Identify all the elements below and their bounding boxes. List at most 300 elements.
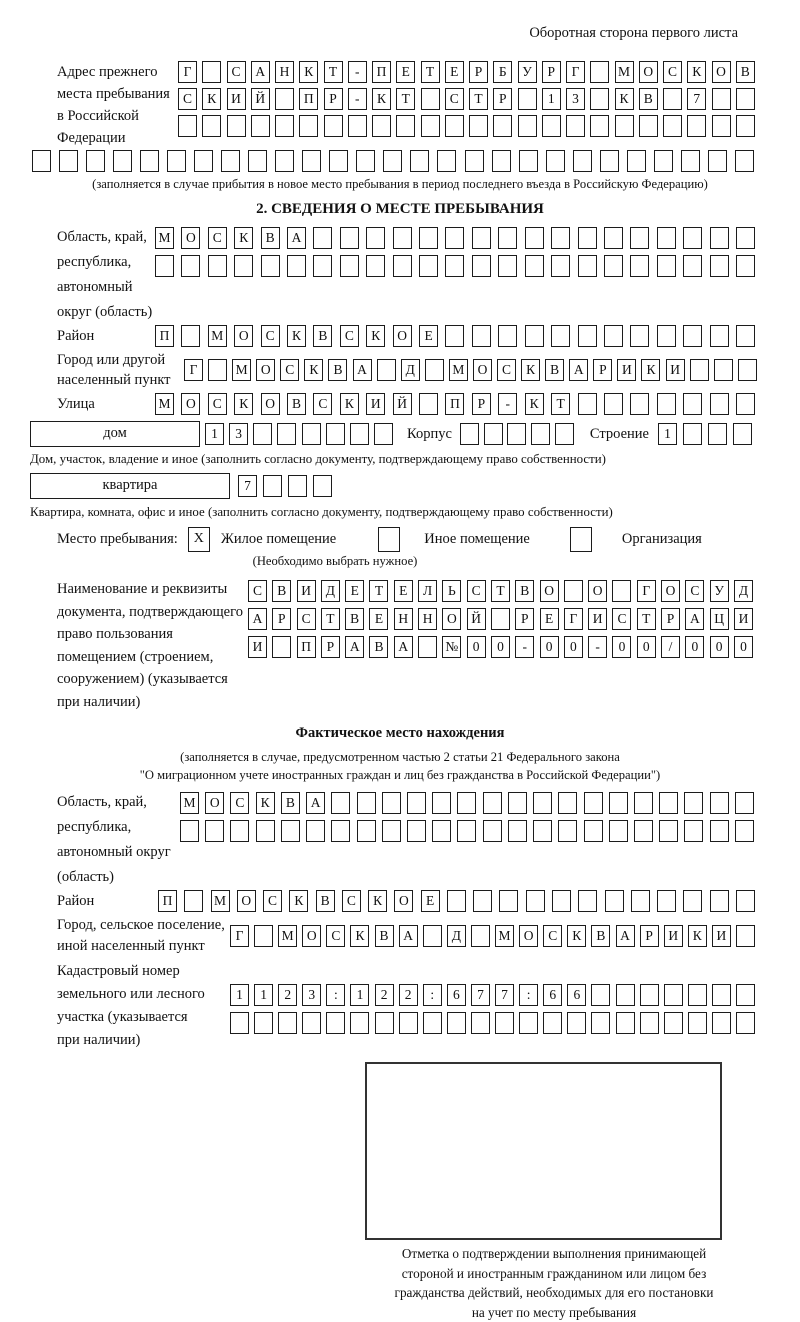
char-cell — [447, 890, 466, 912]
char-cell — [499, 890, 518, 912]
stroenie-cells — [658, 423, 752, 445]
page-side-note: Оборотная сторона первого листа — [529, 25, 738, 41]
char-cell — [525, 325, 544, 347]
char-cell: М — [208, 325, 227, 347]
char-cell — [708, 150, 727, 172]
char-cell: В — [375, 925, 394, 947]
char-cell — [366, 255, 385, 277]
char-cell — [287, 255, 306, 277]
char-cell — [326, 1012, 345, 1034]
char-cell: Т — [369, 580, 388, 602]
char-cell — [472, 227, 491, 249]
char-cell — [447, 1012, 466, 1034]
char-cell — [407, 820, 426, 842]
char-cell — [519, 1012, 538, 1034]
char-cell — [495, 1012, 514, 1034]
char-cell — [634, 792, 653, 814]
char-cell: В — [545, 359, 564, 381]
char-cell: 0 — [540, 636, 559, 658]
char-cell: К — [687, 61, 706, 83]
char-cell — [331, 820, 350, 842]
char-cell — [519, 150, 538, 172]
char-cell — [631, 890, 650, 912]
char-cell — [591, 984, 610, 1006]
s2-city-label: Город или другой населенный пункт — [57, 352, 171, 388]
char-cell: 1 — [230, 984, 249, 1006]
section2-title: 2. СВЕДЕНИЯ О МЕСТЕ ПРЕБЫВАНИЯ — [256, 201, 544, 217]
s2-street-label: Улица — [57, 396, 95, 412]
char-cell — [712, 1012, 731, 1034]
char-cell — [180, 820, 199, 842]
char-cell — [604, 325, 623, 347]
char-cell — [483, 792, 502, 814]
char-cell: 1 — [658, 423, 677, 445]
char-cell — [664, 984, 683, 1006]
char-cell — [736, 925, 755, 947]
char-cell: В — [369, 636, 388, 658]
char-cell — [313, 255, 332, 277]
char-cell — [615, 115, 634, 137]
char-cell — [654, 150, 673, 172]
char-cell — [604, 227, 623, 249]
char-cell: Г — [230, 925, 249, 947]
char-cell: Р — [661, 608, 680, 630]
char-cell: 1 — [205, 423, 224, 445]
char-cell: О — [205, 792, 224, 814]
char-cell — [350, 1012, 369, 1034]
char-cell — [683, 227, 702, 249]
house-block — [30, 421, 800, 447]
char-cell — [457, 820, 476, 842]
char-cell — [178, 115, 197, 137]
char-cell: П — [372, 61, 391, 83]
char-cell: 0 — [564, 636, 583, 658]
char-cell — [657, 890, 676, 912]
char-cell: П — [155, 325, 174, 347]
actual-region-block — [0, 790, 800, 890]
char-cell — [498, 325, 517, 347]
char-cell: 0 — [612, 636, 631, 658]
char-cell — [736, 1012, 755, 1034]
char-cell: 6 — [567, 984, 586, 1006]
char-cell — [612, 580, 631, 602]
char-cell — [313, 227, 332, 249]
char-cell: О — [393, 325, 412, 347]
char-cell: А — [251, 61, 270, 83]
char-cell — [736, 115, 755, 137]
char-cell — [491, 608, 510, 630]
char-cell — [657, 227, 676, 249]
char-cell: И — [664, 925, 683, 947]
apartment-word-box: квартира — [30, 473, 230, 499]
char-cell — [288, 475, 307, 497]
char-cell: : — [326, 984, 345, 1006]
s2-district-label: Район — [57, 328, 95, 344]
char-cell — [263, 475, 282, 497]
char-cell — [605, 890, 624, 912]
char-cell — [275, 88, 294, 110]
char-cell: И — [666, 359, 685, 381]
char-cell: Р — [493, 88, 512, 110]
char-cell: А — [394, 636, 413, 658]
char-cell: А — [399, 925, 418, 947]
char-cell — [736, 227, 755, 249]
char-cell — [551, 227, 570, 249]
char-cell: П — [299, 88, 318, 110]
char-cell — [664, 1012, 683, 1034]
char-cell — [681, 150, 700, 172]
char-cell: Е — [421, 890, 440, 912]
char-cell — [558, 820, 577, 842]
actual-region-row-2 — [180, 820, 754, 842]
char-cell: - — [498, 393, 517, 415]
char-cell — [432, 792, 451, 814]
char-cell — [423, 925, 442, 947]
char-cell: В — [272, 580, 291, 602]
char-cell — [733, 423, 752, 445]
char-cell — [567, 1012, 586, 1034]
char-cell — [366, 227, 385, 249]
char-cell — [533, 820, 552, 842]
char-cell: № — [442, 636, 461, 658]
char-cell — [683, 255, 702, 277]
apartment-block — [30, 473, 800, 499]
char-cell — [234, 255, 253, 277]
char-cell: И — [248, 636, 267, 658]
char-cell — [348, 115, 367, 137]
char-cell — [383, 150, 402, 172]
char-cell: А — [685, 608, 704, 630]
char-cell — [508, 820, 527, 842]
char-cell: К — [368, 890, 387, 912]
char-cell: А — [306, 792, 325, 814]
char-cell — [578, 325, 597, 347]
char-cell — [710, 820, 729, 842]
char-cell: Т — [321, 608, 340, 630]
char-cell: О — [540, 580, 559, 602]
char-cell — [155, 255, 174, 277]
doc-row-1 — [248, 580, 753, 602]
char-cell — [445, 255, 464, 277]
char-cell: Г — [178, 61, 197, 83]
char-cell: У — [710, 580, 729, 602]
actual-region-row-1 — [180, 792, 754, 814]
char-cell: М — [155, 393, 174, 415]
char-cell: 6 — [447, 984, 466, 1006]
char-cell: Е — [369, 608, 388, 630]
char-cell: К — [304, 359, 323, 381]
char-cell — [419, 255, 438, 277]
char-cell: В — [736, 61, 755, 83]
char-cell — [578, 227, 597, 249]
char-cell: К — [521, 359, 540, 381]
char-cell — [531, 423, 550, 445]
char-cell — [630, 255, 649, 277]
char-cell — [518, 88, 537, 110]
char-cell: Д — [321, 580, 340, 602]
stroenie-label: Строение — [589, 426, 649, 442]
char-cell — [59, 150, 78, 172]
char-cell: М — [615, 61, 634, 83]
char-cell: 6 — [543, 984, 562, 1006]
char-cell: 1 — [542, 88, 561, 110]
char-cell — [736, 984, 755, 1006]
char-cell — [208, 255, 227, 277]
char-cell: С — [342, 890, 361, 912]
char-cell: О — [302, 925, 321, 947]
char-cell — [393, 227, 412, 249]
char-cell — [604, 393, 623, 415]
char-cell: Е — [394, 580, 413, 602]
house-number-cells — [205, 423, 393, 445]
char-cell: Д — [734, 580, 753, 602]
doc-row-3 — [248, 636, 753, 658]
char-cell: С — [248, 580, 267, 602]
char-cell: А — [345, 636, 364, 658]
actual-location-note-2: "О миграционном учете иностранных граждан и лиц без гражданства в Российской Федерации") — [139, 768, 661, 782]
apartment-number-cells — [238, 475, 332, 497]
char-cell: О — [661, 580, 680, 602]
char-cell: О — [442, 608, 461, 630]
char-cell — [551, 255, 570, 277]
char-cell: И — [297, 580, 316, 602]
stay-option-residential: Жилое помещение — [220, 531, 337, 547]
prev-address-row-4 — [32, 150, 754, 172]
actual-city-label: Город, сельское поселение, иной населенный пункт — [57, 917, 225, 954]
char-cell — [272, 636, 291, 658]
char-cell: Е — [345, 580, 364, 602]
s2-region-row-2 — [155, 255, 755, 277]
char-cell: Р — [469, 61, 488, 83]
char-cell — [736, 393, 755, 415]
char-cell — [736, 890, 755, 912]
char-cell: 1 — [254, 984, 273, 1006]
s2-street-row — [155, 393, 755, 415]
char-cell: М — [278, 925, 297, 947]
char-cell: К — [299, 61, 318, 83]
char-cell — [410, 150, 429, 172]
prev-address-row-3 — [178, 115, 755, 137]
char-cell — [630, 393, 649, 415]
char-cell — [184, 890, 203, 912]
char-cell: - — [348, 61, 367, 83]
char-cell: М — [449, 359, 468, 381]
char-cell — [663, 88, 682, 110]
char-cell: Г — [564, 608, 583, 630]
previous-address-label: Адрес прежнего места пребывания в Российской Федерации — [57, 64, 170, 146]
char-cell: Г — [184, 359, 203, 381]
char-cell — [326, 423, 345, 445]
char-cell — [710, 227, 729, 249]
char-cell — [657, 255, 676, 277]
char-cell — [683, 423, 702, 445]
char-cell — [710, 792, 729, 814]
char-cell: К — [256, 792, 275, 814]
char-cell — [578, 890, 597, 912]
char-cell: С — [178, 88, 197, 110]
char-cell — [457, 792, 476, 814]
cadastre-label: Кадастровый номер земельного или лесного участка (указывается при наличии) — [57, 963, 205, 1048]
char-cell — [113, 150, 132, 172]
s2-region-row-1 — [155, 227, 755, 249]
char-cell — [221, 150, 240, 172]
char-cell: 0 — [734, 636, 753, 658]
char-cell — [227, 115, 246, 137]
char-cell — [736, 255, 755, 277]
s2-region-block — [0, 225, 800, 325]
char-cell: К — [688, 925, 707, 947]
prev-address-row-2 — [178, 88, 755, 110]
actual-district-block — [0, 890, 800, 912]
char-cell — [735, 150, 754, 172]
char-cell: К — [615, 88, 634, 110]
char-cell — [356, 150, 375, 172]
char-cell — [425, 359, 444, 381]
char-cell — [471, 1012, 490, 1034]
char-cell — [710, 325, 729, 347]
cadastre-block — [0, 960, 800, 1052]
char-cell — [32, 150, 51, 172]
char-cell — [684, 820, 703, 842]
char-cell: К — [340, 393, 359, 415]
char-cell — [578, 255, 597, 277]
char-cell — [688, 1012, 707, 1034]
char-cell — [591, 1012, 610, 1034]
char-cell — [469, 115, 488, 137]
char-cell: Т — [421, 61, 440, 83]
s2-street-block — [0, 393, 800, 415]
char-cell: И — [366, 393, 385, 415]
char-cell — [418, 636, 437, 658]
char-cell: С — [663, 61, 682, 83]
char-cell: 7 — [687, 88, 706, 110]
char-cell — [578, 393, 597, 415]
char-cell: 7 — [238, 475, 257, 497]
char-cell: Ь — [442, 580, 461, 602]
char-cell — [508, 792, 527, 814]
char-cell — [248, 150, 267, 172]
stamp-caption: Отметка о подтверждении выполнения принимающей стороной и иностранным гражданином или лицом без гражданства действий, необходимых для его постановки на учет по месту пребывания — [394, 1246, 714, 1320]
char-cell — [306, 820, 325, 842]
char-cell: : — [423, 984, 442, 1006]
char-cell — [684, 792, 703, 814]
char-cell — [382, 792, 401, 814]
char-cell: В — [316, 890, 335, 912]
char-cell — [507, 423, 526, 445]
apartment-note: Квартира, комната, офис и иное (заполнить согласно документу, подтверждающему право собственности) — [30, 505, 613, 519]
actual-location-title: Фактическое место нахождения — [295, 725, 505, 741]
s2-district-row — [155, 325, 755, 347]
char-cell: С — [208, 393, 227, 415]
char-cell — [710, 890, 729, 912]
char-cell — [340, 255, 359, 277]
prev-address-row-1 — [178, 61, 755, 83]
char-cell: : — [519, 984, 538, 1006]
char-cell: Л — [418, 580, 437, 602]
char-cell — [254, 1012, 273, 1034]
char-cell: Р — [593, 359, 612, 381]
char-cell: К — [366, 325, 385, 347]
char-cell — [584, 792, 603, 814]
char-cell: Н — [418, 608, 437, 630]
char-cell: Т — [491, 580, 510, 602]
ownership-doc-label: Наименование и реквизиты документа, подтверждающего право пользования помещением (строением, сооружением) (указывается при наличии) — [57, 581, 243, 710]
char-cell — [683, 393, 702, 415]
char-cell: В — [345, 608, 364, 630]
char-cell — [640, 984, 659, 1006]
char-cell — [324, 115, 343, 137]
char-cell: Н — [275, 61, 294, 83]
char-cell: / — [661, 636, 680, 658]
s2-city-block — [0, 350, 800, 390]
char-cell: П — [158, 890, 177, 912]
char-cell — [419, 393, 438, 415]
char-cell — [230, 1012, 249, 1034]
char-cell — [590, 115, 609, 137]
char-cell: В — [639, 88, 658, 110]
char-cell: С — [497, 359, 516, 381]
char-cell — [590, 88, 609, 110]
char-cell — [374, 423, 393, 445]
char-cell — [663, 115, 682, 137]
char-cell: К — [372, 88, 391, 110]
char-cell — [302, 1012, 321, 1034]
char-cell: 2 — [399, 984, 418, 1006]
char-cell: О — [473, 359, 492, 381]
char-cell — [372, 115, 391, 137]
char-cell: Й — [393, 393, 412, 415]
char-cell — [299, 115, 318, 137]
char-cell — [302, 150, 321, 172]
char-cell: О — [519, 925, 538, 947]
char-cell: 0 — [491, 636, 510, 658]
char-cell — [375, 1012, 394, 1034]
char-cell: Д — [401, 359, 420, 381]
checkbox-residential: X — [188, 527, 210, 552]
char-cell — [546, 150, 565, 172]
char-cell: - — [348, 88, 367, 110]
char-cell: И — [734, 608, 753, 630]
char-cell — [590, 61, 609, 83]
char-cell — [543, 1012, 562, 1034]
char-cell: Н — [394, 608, 413, 630]
char-cell: Е — [396, 61, 415, 83]
char-cell: А — [248, 608, 267, 630]
char-cell — [616, 984, 635, 1006]
char-cell: В — [281, 792, 300, 814]
char-cell — [566, 115, 585, 137]
char-cell — [736, 88, 755, 110]
char-cell — [281, 820, 300, 842]
char-cell — [712, 984, 731, 1006]
char-cell: О — [256, 359, 275, 381]
char-cell: К — [289, 890, 308, 912]
char-cell — [657, 325, 676, 347]
char-cell — [542, 115, 561, 137]
char-cell — [377, 359, 396, 381]
char-cell — [710, 393, 729, 415]
house-word-box: дом — [30, 421, 200, 447]
char-cell: С — [263, 890, 282, 912]
actual-city-block — [0, 915, 800, 957]
char-cell — [423, 1012, 442, 1034]
char-cell: В — [328, 359, 347, 381]
char-cell — [639, 115, 658, 137]
char-cell — [313, 475, 332, 497]
char-cell — [584, 820, 603, 842]
actual-district-label: Район — [57, 893, 95, 909]
actual-region-label: Область, край, республика, автономный округ (область) — [57, 794, 171, 885]
